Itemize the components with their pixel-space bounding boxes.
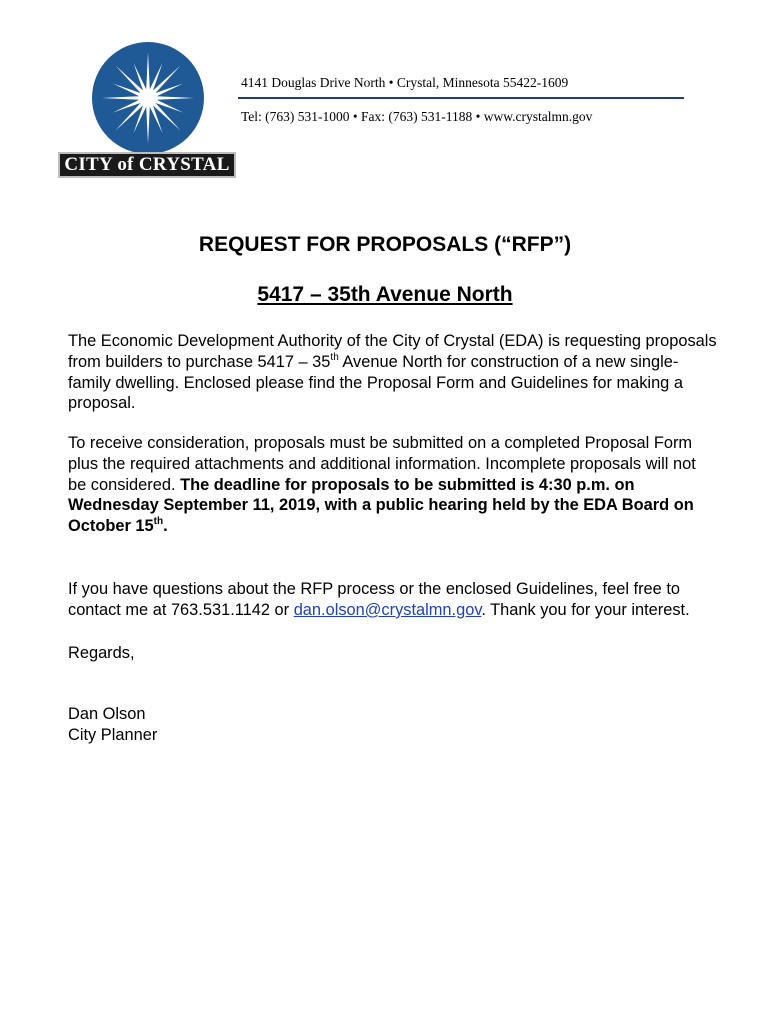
paragraph-contact: If you have questions about the RFP process or the enclosed Guidelines, feel free to contact me at 763.531.1142 or dan.olson@crystalmn.gov. Thank you for your interest. [68,580,690,619]
paragraph-requirements: To receive consideration, proposals must be submitted on a completed Proposal Form plus the required attachments and additional information. Incomplete proposals will not be considered. The deadline for proposals to be submitted is 4:30 p.m. on Wednesday September 11, 2019, with a public hearing held by the EDA Board on October 15th. [68,434,696,536]
logo-text: CITY of CRYSTAL [58,152,236,178]
deadline-text: The deadline for proposals to be submitted is 4:30 p.m. on Wednesday September 11, 2019, with a public hearing held by the EDA Board on October 15th. [68,475,694,536]
address-line: 4141 Douglas Drive North • Crystal, Minnesota 55422-1609 [241,75,569,90]
document-title: REQUEST FOR PROPOSALS (“RFP”) [198,233,572,256]
starburst-icon [90,40,206,156]
contact-line: Tel: (763) 531-1000 • Fax: (763) 531-1188 • www.crystalmn.gov [241,109,593,124]
paragraph-intro: The Economic Development Authority of the City of Crystal (EDA) is requesting proposals from builders to purchase 5417 – 35th Avenue North for construction of a new single-family dwelling. Enclosed please find the Proposal Form and Guidelines for making a proposal. [68,332,717,413]
email-link[interactable]: dan.olson@crystalmn.gov [293,600,482,619]
city-logo [56,40,240,180]
document-subtitle: 5417 – 35th Avenue North [257,283,513,306]
header-divider [238,97,684,99]
closing: Regards, [68,644,135,662]
signature-name: Dan Olson [68,705,146,723]
signature-title: City Planner [68,726,158,744]
